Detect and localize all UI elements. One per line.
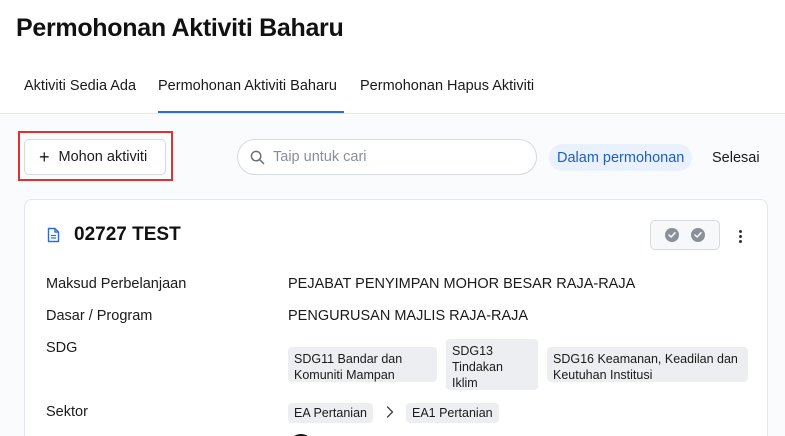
- chevron-right-icon: [385, 405, 395, 419]
- check-circle-icon: [665, 228, 679, 242]
- search-box[interactable]: [237, 139, 537, 175]
- dasar-label: Dasar / Program: [46, 308, 153, 324]
- sdg-chip: SDG11 Bandar dan Komuniti Mampan: [288, 347, 437, 382]
- card-title: 02727 TEST: [74, 224, 181, 245]
- active-tab-indicator: [158, 111, 344, 113]
- apply-activity-button[interactable]: [24, 139, 166, 175]
- plus-icon: +: [39, 147, 50, 167]
- check-circle-icon: [691, 228, 705, 242]
- filter-dalam-permohonan[interactable]: Dalam permohonan: [549, 144, 692, 171]
- apply-activity-label: Mohon aktiviti: [58, 149, 148, 165]
- filter-selesai[interactable]: Selesai: [712, 149, 760, 166]
- maksud-value: PEJABAT PENYIMPAN MOHOR BESAR RAJA-RAJA: [288, 276, 636, 292]
- search-icon: [250, 150, 265, 165]
- page-title: Permohonan Aktiviti Baharu: [16, 14, 344, 42]
- document-icon: [47, 227, 60, 243]
- activity-card: [24, 199, 768, 436]
- dasar-value: PENGURUSAN MAJLIS RAJA-RAJA: [288, 308, 529, 324]
- sektor-label: Sektor: [46, 404, 88, 420]
- tab-aktiviti-sedia-ada[interactable]: Aktiviti Sedia Ada: [24, 78, 137, 94]
- sektor-chip: EA1 Pertanian: [406, 403, 499, 423]
- sdg-chip: SDG13 Tindakan Iklim: [446, 339, 538, 390]
- sdg-label: SDG: [46, 340, 78, 356]
- tab-permohonan-hapus-aktiviti[interactable]: Permohonan Hapus Aktiviti: [360, 78, 535, 94]
- maksud-label: Maksud Perbelanjaan: [46, 276, 187, 292]
- more-options-icon[interactable]: [732, 226, 748, 246]
- sektor-chip: EA Pertanian: [288, 403, 373, 423]
- tab-permohonan-aktiviti-baharu[interactable]: Permohonan Aktiviti Baharu: [158, 78, 337, 94]
- sdg-chip: SDG16 Keamanan, Keadilan dan Keutuhan Institusi: [547, 347, 748, 382]
- search-input[interactable]: [273, 149, 513, 165]
- approval-status: [650, 220, 720, 250]
- tab-bar: [0, 64, 785, 114]
